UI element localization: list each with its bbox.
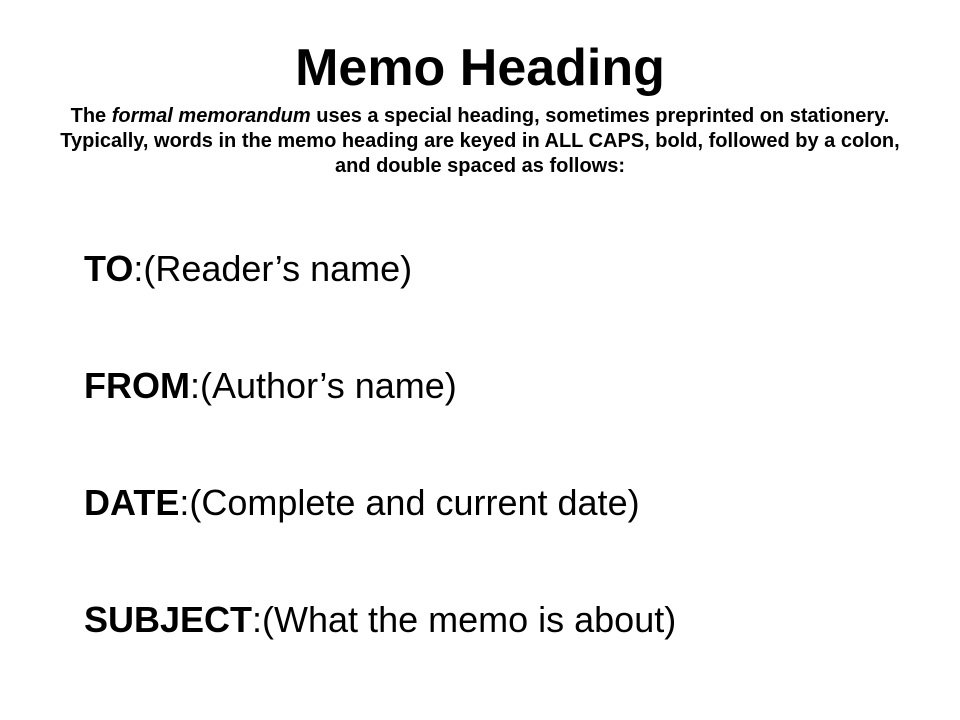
intro-text-start: The	[70, 105, 112, 127]
field-subject-key: SUBJECT	[84, 599, 253, 640]
field-date-separator: :	[179, 482, 190, 523]
intro-emphasis: formal memorandum	[111, 105, 311, 127]
memo-heading-fields	[84, 248, 676, 716]
field-from-key: FROM	[84, 365, 190, 406]
field-from-value: (Author’s name)	[200, 365, 457, 406]
field-date-key: DATE	[84, 482, 180, 523]
slide-title: Memo Heading	[295, 39, 665, 97]
field-from	[84, 365, 676, 407]
intro-text-end: uses a special heading, sometimes preprinted on stationery. Typically, words in the memo heading are keyed in ALL CAPS, bold, followed by a colon, and double spaced as follows:	[60, 105, 900, 177]
field-date-value: (Complete and current date)	[189, 482, 640, 523]
field-subject-separator: :	[252, 599, 263, 640]
field-from-separator: :	[189, 365, 200, 406]
field-subject	[84, 599, 676, 641]
intro-paragraph	[50, 104, 910, 179]
field-to	[84, 248, 676, 290]
field-subject-value: (What the memo is about)	[262, 599, 677, 640]
field-date	[84, 482, 676, 524]
field-to-value: (Reader’s name)	[143, 248, 413, 289]
field-to-separator: :	[133, 248, 144, 289]
field-to-key: TO	[84, 248, 134, 289]
